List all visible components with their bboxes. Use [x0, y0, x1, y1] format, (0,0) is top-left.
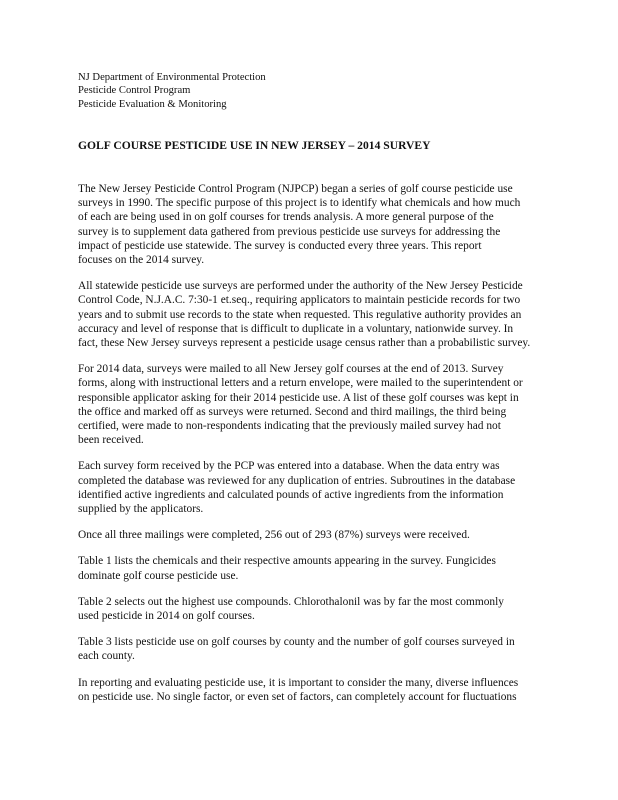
agency-department: NJ Department of Environmental Protection [78, 72, 266, 83]
text-line: fact, these New Jersey surveys represent a pesticide usage census rather than a probabilistic survey. [78, 337, 531, 350]
text-line: forms, along with instructional letters and a return envelope, were mailed to the superintendent or [78, 377, 523, 390]
text-line: survey is to supplement data gathered from previous pesticide use surveys for addressing the [78, 225, 501, 238]
text-line: Once all three mailings were completed, 256 out of 293 (87%) surveys were received. [78, 529, 470, 542]
text-line: each county. [78, 650, 135, 663]
paragraph-authority [78, 279, 550, 350]
paragraph-table-3 [78, 635, 550, 663]
document-body [78, 182, 550, 716]
paragraph-influences [78, 676, 550, 704]
agency-unit: Pesticide Evaluation & Monitoring [78, 98, 227, 110]
text-line: the office and marked off as surveys were returned. Second and third mailings, the third being [78, 405, 507, 418]
text-line: Each survey form received by the PCP was entered into a database. When the data entry was [78, 460, 500, 473]
paragraph-table-1 [78, 554, 550, 582]
text-line: The New Jersey Pesticide Control Program (NJPCP) began a series of golf course pesticide use [78, 183, 513, 195]
text-line: surveys in 1990. The specific purpose of this project is to identify what chemicals and how much [78, 197, 521, 210]
text-line: supplied by the applicators. [78, 503, 204, 516]
text-line: used pesticide in 2014 on golf courses. [78, 610, 255, 623]
text-line: Table 3 lists pesticide use on golf courses by county and the number of golf courses surveyed in [78, 636, 515, 649]
text-line: For 2014 data, surveys were mailed to all New Jersey golf courses at the end of 2013. Survey [78, 363, 504, 376]
paragraph-methodology [78, 362, 550, 447]
agency-program: Pesticide Control Program [78, 85, 191, 97]
text-line: certified, were made to non-respondents indicating that the previously mailed survey had not [78, 420, 501, 433]
text-line: focuses on the 2014 survey. [78, 254, 205, 267]
agency-header [78, 71, 266, 111]
paragraph-table-2 [78, 595, 550, 623]
text-line: completed the database was reviewed for any duplication of entries. Subroutines in the database [78, 474, 516, 487]
text-line: impact of pesticide use statewide. The survey is conducted every three years. This report [78, 239, 482, 252]
paragraph-data-entry [78, 459, 550, 516]
text-line: years and to submit use records to the state when requested. This regulative authority provides an [78, 308, 522, 321]
text-line: In reporting and evaluating pesticide use, it is important to consider the many, diverse influences [78, 676, 519, 689]
text-line: Table 2 selects out the highest use compounds. Chlorothalonil was by far the most commonly [78, 595, 504, 608]
text-line: of each are being used in on golf courses for trends analysis. A more general purpose of the [78, 211, 494, 224]
text-line: been received. [78, 434, 144, 447]
text-line: responsible applicator asking for their 2014 pesticide use. A list of these golf courses was kept in [78, 391, 519, 404]
document-title: GOLF COURSE PESTICIDE USE IN NEW JERSEY – 2014 SURVEY [78, 139, 431, 152]
text-line: identified active ingredients and calculated pounds of active ingredients from the information [78, 488, 504, 501]
paragraph-response-rate [78, 528, 550, 542]
text-line: accuracy and level of response that is difficult to duplicate in a voluntary, nationwide survey. In [78, 322, 514, 335]
text-line: Table 1 lists the chemicals and their respective amounts appearing in the survey. Fungicides [78, 555, 496, 568]
paragraph-introduction [78, 182, 550, 267]
text-line: All statewide pesticide use surveys are performed under the authority of the New Jersey Pesticide [78, 280, 523, 293]
text-line: dominate golf course pesticide use. [78, 569, 239, 582]
text-line: on pesticide use. No single factor, or even set of factors, can completely account for fluctuations [78, 690, 517, 703]
text-line: Control Code, N.J.A.C. 7:30-1 et.seq., requiring applicators to maintain pesticide records for two [78, 294, 521, 307]
